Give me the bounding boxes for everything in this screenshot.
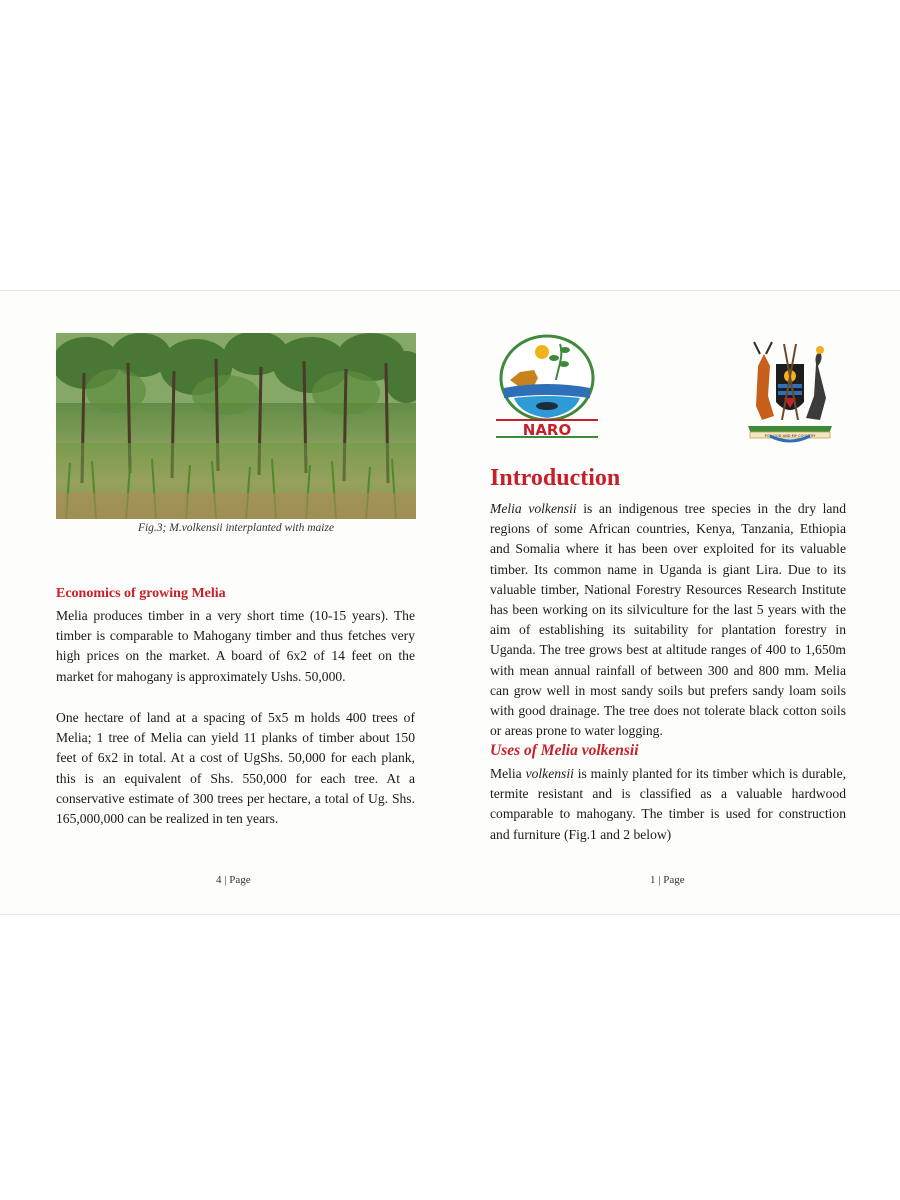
spread-top-edge <box>0 290 900 291</box>
uses-species-name: volkensii <box>525 766 574 781</box>
melia-maize-photo <box>56 333 416 519</box>
uses-lead-text: Melia <box>490 766 526 781</box>
page-number-left: 4 | Page <box>216 874 251 886</box>
uganda-coat-of-arms <box>740 336 840 448</box>
economics-paragraph-2: One hectare of land at a spacing of 5x5 m holds 400 trees of Melia; 1 tree of Melia can yield 11 planks of timber about 150 feet of 6x2 in total. At a cost of UgShs. 50,000 for each plank, this is an equivalent of Shs. 550,000 for each tree. At a conservative estimate of 300 trees per hectare, a total of Ug. Shs. 165,000,000 can be realized in ten years. <box>56 710 415 827</box>
uses-body-text: is mainly planted for its timber which is durable, termite resistant and is classified as a valuable hardwood comparable to mahogany. The timber is used for construction and furniture (Fig.1 and 2 below) <box>490 766 846 842</box>
economics-heading: Economics of growing Melia <box>56 586 226 601</box>
intro-body-text: is an indigenous tree species in the dry land regions of some African countries, Kenya, Tanzania, Ethiopia and Somalia where it has been over exploited for its valuable timber. Its common name in Uganda is giant Lira. Due to its valuable timber, National Forestry Resources Research Institute has been working on its silviculture for the last 5 years with the aim of establishing its suitability for plantation forestry in Uganda. The tree grows best at altitude ranges of 400 to 1,650m with mean annual rainfall of between 300 and 800 mm. Melia can grow well in most sandy soils but prefers sandy loam soils with good drainage. The tree does not tolerate black cotton soils or areas prone to water logging. <box>490 501 846 739</box>
uses-heading: Uses of Melia volkensii <box>490 742 639 759</box>
figure-caption: Fig.3; M.volkensii interplanted with maize <box>137 522 335 534</box>
naro-logo-text: NARO <box>522 421 572 439</box>
naro-logo <box>494 334 600 440</box>
page-number-right: 1 | Page <box>650 874 685 886</box>
economics-paragraph-1: Melia produces timber in a very short time (10-15 years). The timber is comparable to Mahogany timber and thus fetches very high prices on the market. A board of 6x2 of 14 feet on the market for mahogany is approximately Ushs. 50,000. <box>56 608 415 684</box>
introduction-heading: Introduction <box>490 465 621 491</box>
introduction-paragraph <box>490 499 846 741</box>
coat-of-arms-motto: FOR GOD AND MY COUNTRY <box>764 434 816 439</box>
intro-species-name: Melia volkensii <box>490 501 577 516</box>
spread-bottom-edge <box>0 914 900 915</box>
uses-paragraph <box>490 764 846 845</box>
